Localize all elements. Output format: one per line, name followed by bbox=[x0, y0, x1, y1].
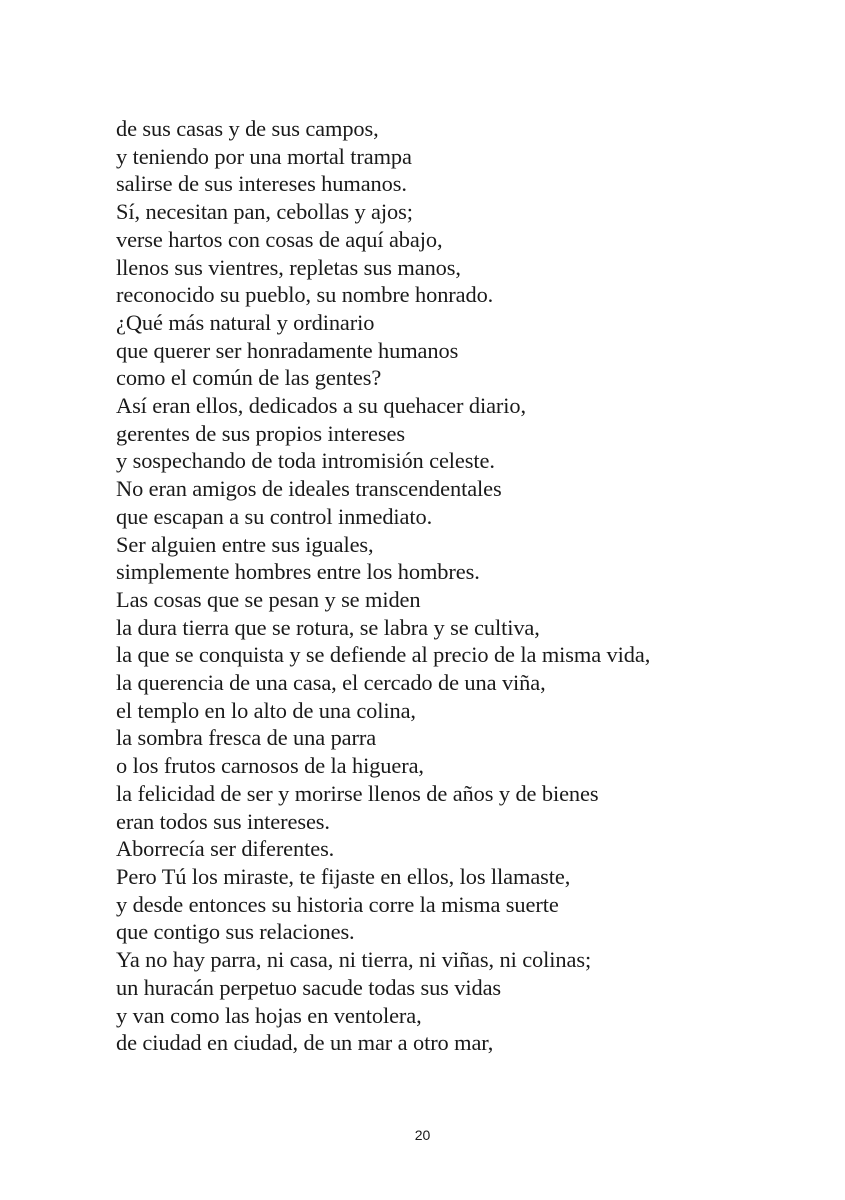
poem-line: la querencia de una casa, el cercado de una viña, bbox=[116, 670, 546, 696]
poem-line: Aborrecía ser diferentes. bbox=[116, 836, 335, 862]
poem-line: que contigo sus relaciones. bbox=[116, 919, 355, 945]
poem-line: Pero Tú los miraste, te fijaste en ellos, los llamaste, bbox=[116, 863, 571, 889]
poem-line: que escapan a su control inmediato. bbox=[116, 503, 433, 529]
poem-line: que querer ser honradamente humanos bbox=[116, 337, 459, 363]
poem-line: y teniendo por una mortal trampa bbox=[116, 143, 412, 169]
poem-line: Sí, necesitan pan, cebollas y ajos; bbox=[116, 199, 413, 225]
poem-line: reconocido su pueblo, su nombre honrado. bbox=[116, 282, 494, 308]
poem-line: eran todos sus intereses. bbox=[116, 808, 330, 834]
poem-line: Ya no hay parra, ni casa, ni tierra, ni viñas, ni colinas; bbox=[116, 947, 592, 973]
poem-line: el templo en lo alto de una colina, bbox=[116, 697, 416, 723]
poem-line: y desde entonces su historia corre la misma suerte bbox=[116, 891, 559, 917]
poem-line: y sospechando de toda intromisión celeste. bbox=[116, 448, 495, 474]
poem-line: salirse de sus intereses humanos. bbox=[116, 171, 407, 197]
poem-line: ¿Qué más natural y ordinario bbox=[116, 309, 375, 335]
poem-line: la dura tierra que se rotura, se labra y se cultiva, bbox=[116, 614, 540, 640]
poem-line: un huracán perpetuo sacude todas sus vidas bbox=[116, 974, 502, 1000]
poem-line: de sus casas y de sus campos, bbox=[116, 116, 379, 141]
poem-line: Ser alguien entre sus iguales, bbox=[116, 531, 374, 557]
poem-line: verse hartos con cosas de aquí abajo, bbox=[116, 226, 443, 252]
poem-line: como el común de las gentes? bbox=[116, 365, 382, 391]
poem-text bbox=[116, 115, 816, 1057]
poem-line: la sombra fresca de una parra bbox=[116, 725, 377, 751]
page-number: 20 bbox=[414, 1127, 431, 1143]
poem-line: o los frutos carnosos de la higuera, bbox=[116, 753, 424, 779]
poem-line: Así eran ellos, dedicados a su quehacer diario, bbox=[116, 393, 526, 419]
poem-line: Las cosas que se pesan y se miden bbox=[116, 586, 421, 612]
poem-line: simplemente hombres entre los hombres. bbox=[116, 559, 480, 585]
poem-line: gerentes de sus propios intereses bbox=[116, 420, 405, 446]
poem-line: No eran amigos de ideales transcendentales bbox=[116, 476, 502, 502]
poem-line: la felicidad de ser y morirse llenos de años y de bienes bbox=[116, 780, 599, 806]
poem-line: de ciudad en ciudad, de un mar a otro mar, bbox=[116, 1030, 494, 1056]
poem-line: la que se conquista y se defiende al precio de la misma vida, bbox=[116, 642, 651, 668]
poem-line: llenos sus vientres, repletas sus manos, bbox=[116, 254, 461, 280]
poem-line: y van como las hojas en ventolera, bbox=[116, 1002, 422, 1028]
